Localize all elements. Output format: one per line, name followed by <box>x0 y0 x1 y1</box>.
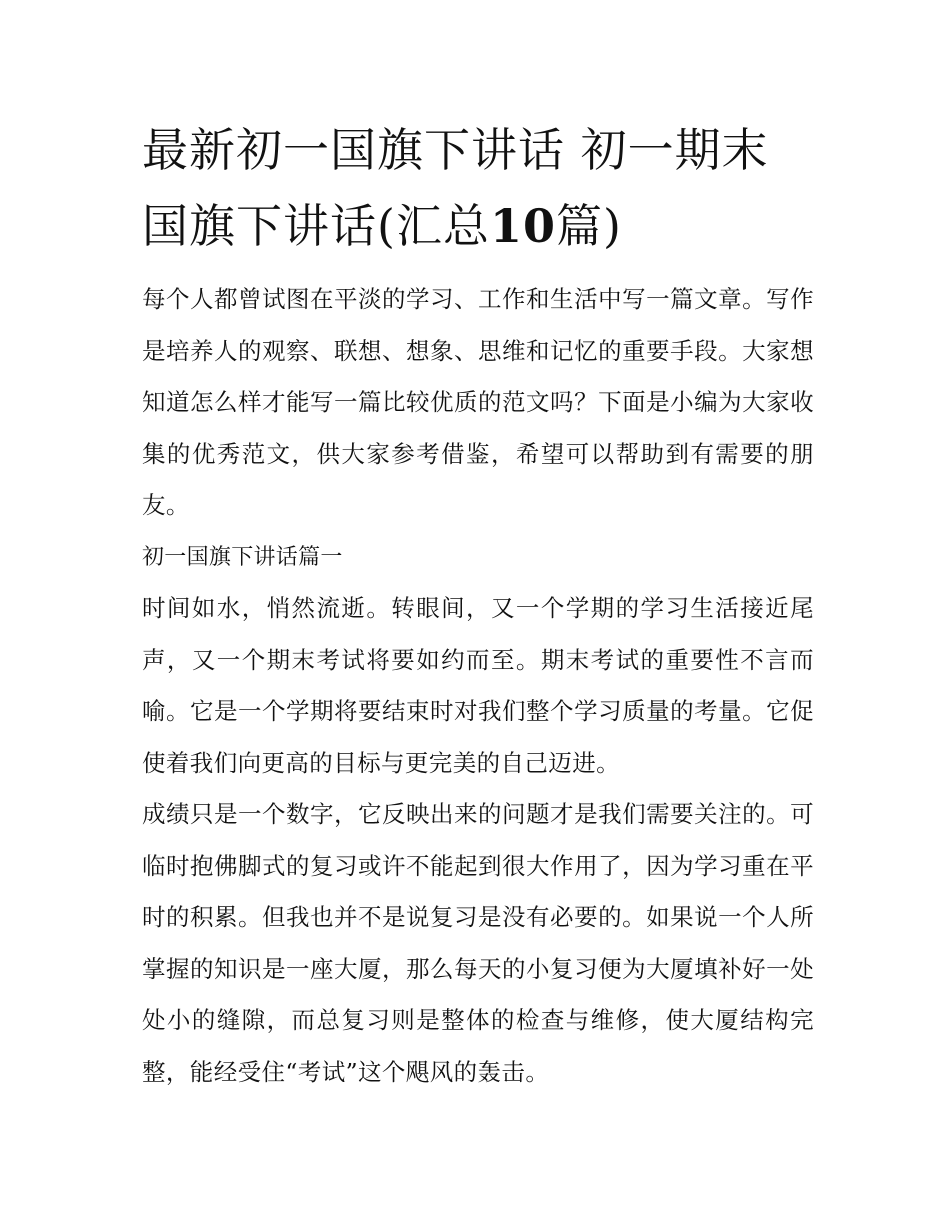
title-text-part1: 最新初一国旗下讲话 初一期末国旗下讲话(汇总 <box>142 123 769 253</box>
document-page <box>142 112 814 1098</box>
body-paragraph-1: 时间如水，悄然流逝。转眼间，又一个学期的学习生活接近尾声，又一个期末考试将要如约而至。期末考试的重要性不言而喻。它是一个学期将要结束时对我们整个学习质量的考量。它促使着我们向更高的目标与更完美的自己迈进。 <box>142 594 814 777</box>
document-title <box>142 112 814 264</box>
title-text-part2: 篇) <box>555 199 622 253</box>
intro-paragraph: 每个人都曾试图在平淡的学习、工作和生活中写一篇文章。写作是培养人的观察、联想、想象、思维和记忆的重要手段。大家想知道怎么样才能写一篇比较优质的范文吗？下面是小编为大家收集的优秀范文，供大家参考借鉴，希望可以帮助到有需要的朋友。 <box>142 285 814 519</box>
title-number: 10 <box>489 199 556 253</box>
section-heading: 初一国旗下讲话篇一 <box>142 544 343 570</box>
body-paragraph-2: 成绩只是一个数字，它反映出来的问题才是我们需要关注的。可临时抱佛脚式的复习或许不能起到很大作用了，因为学习重在平时的积累。但我也并不是说复习是没有必要的。如果说一个人所掌握的知识是一座大厦，那么每天的小复习便为大厦填补好一处处小的缝隙，而总复习则是整体的检查与维修，使大厦结构完整，能经受住“考试”这个飓风的轰击。 <box>142 800 814 1086</box>
